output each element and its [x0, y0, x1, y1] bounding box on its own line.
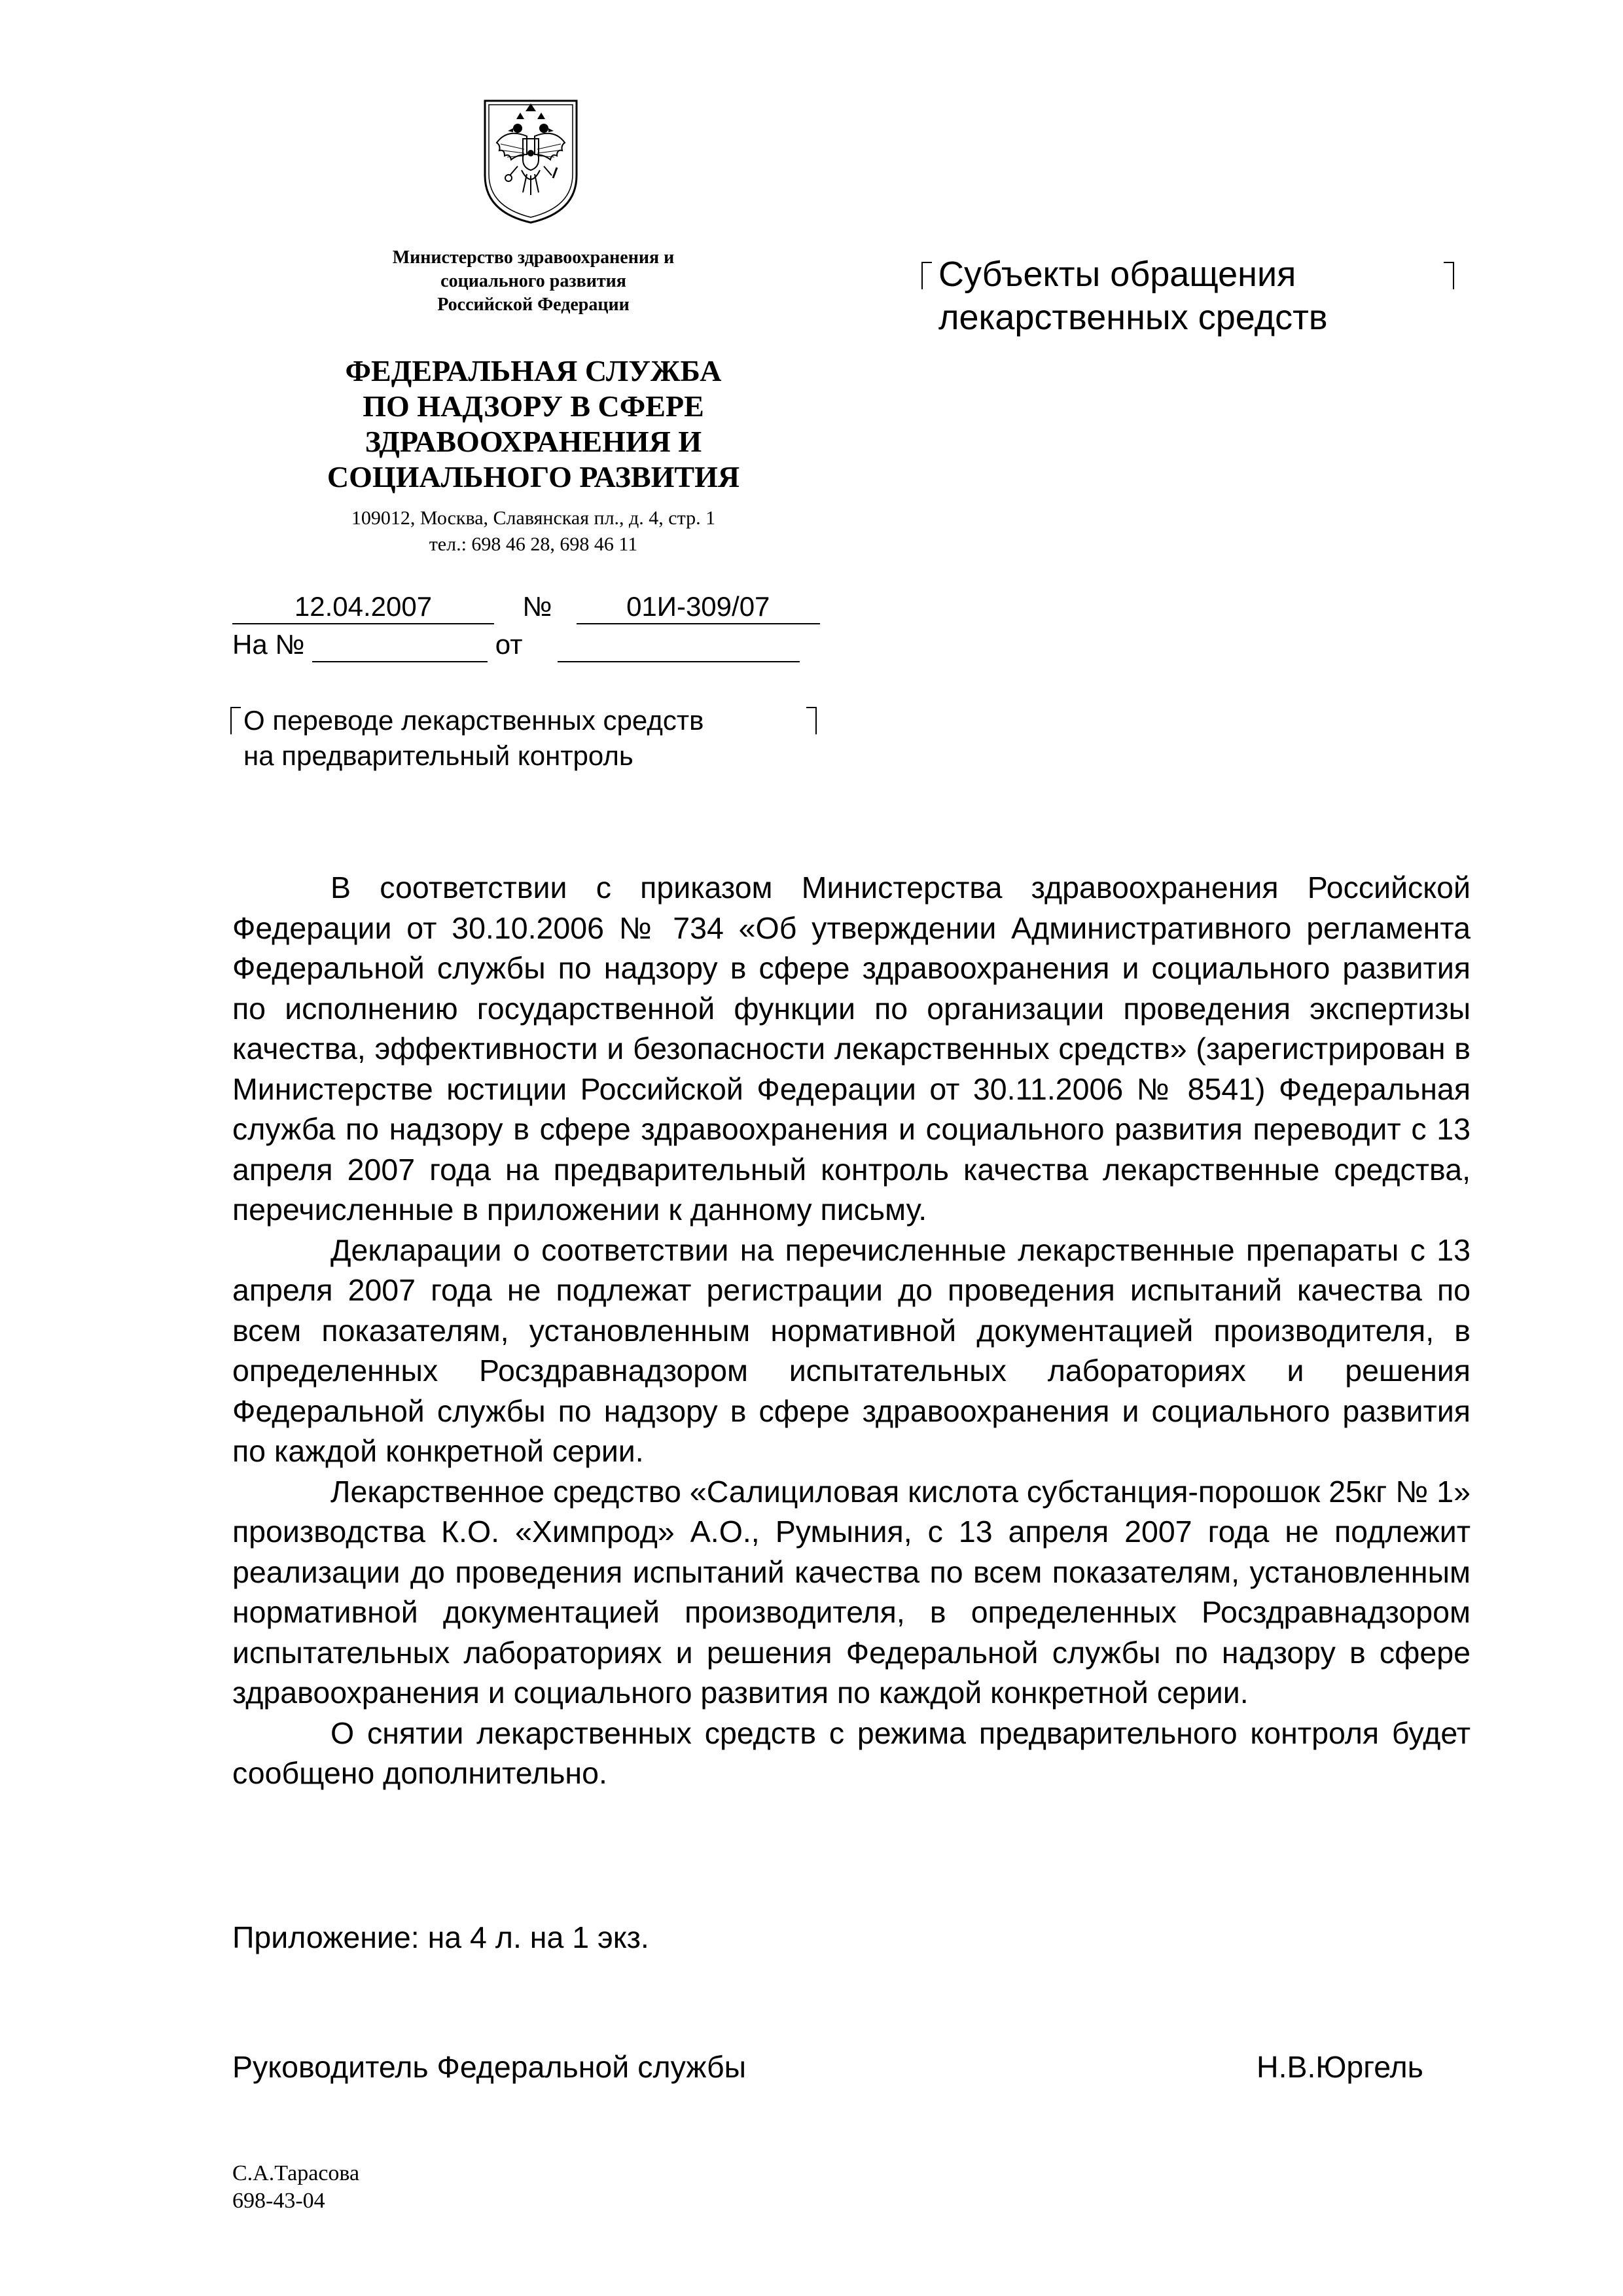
executor-phone: 698-43-04 [232, 2189, 325, 2213]
outgoing-reference [232, 590, 820, 624]
body-paragraph: Лекарственное средство «Салициловая кислота субстанция-порошок 25кг № 1» производства К.О. «Химпрод» А.О., Румыния, с 13 апреля 2007 года не подлежит реализации до проведения испытаний качества по всем показателям, установленным нормативной документацией производителя, в определенных Росздравнадзором испытательных лабораториях и решения Федеральной службы по надзору в сфере здравоохранения и социального развития по каждой конкретной серии. [232, 1474, 1471, 1710]
letter-subject: О переводе лекарственных средств на предварительный контроль [243, 705, 704, 771]
body-paragraph: В соответствии с приказом Министерства здравоохранения Российской Федерации от 30.10.2006 № 734 «Об утверждении Административного регламента Федеральной службы по надзору в сфере здравоохранения и социального развития по исполнению государственной функции по организации проведения экспертизы качества, эффективности и безопасности лекарственных средств» (зарегистрирован в Министерстве юстиции Российской Федерации от 30.11.2006 № 8541) Федеральная служба по надзору в сфере здравоохранения и социального развития переводит с 13 апреля 2007 года на предварительный контроль качества лекарственные средства, перечисленные в приложении к данному письму. [232, 870, 1471, 1227]
reply-to-label: На № [232, 629, 305, 660]
reply-reference [232, 628, 800, 662]
addressee: Субъекты обращения лекарственных средств [938, 255, 1328, 337]
document-number: 01И-309/07 [577, 590, 820, 624]
executor-info [232, 2160, 359, 2215]
executor-name: С.А.Тарасова [232, 2161, 360, 2185]
from-label: от [495, 629, 523, 660]
service-address: 109012, Москва, Славянская пл., д. 4, стр. 1 тел.: 698 46 28, 698 46 11 [351, 507, 716, 555]
subject-bracket-left [230, 707, 241, 734]
document-date: 12.04.2007 [232, 590, 494, 624]
russian-coat-of-arms-icon [481, 97, 580, 225]
ministry-name: Министерство здравоохранения и социального развития Российской Федерации [392, 247, 675, 315]
reply-to-number [312, 628, 488, 662]
body-paragraph: О снятии лекарственных средств с режима предварительного контроля будет сообщено дополнительно. [232, 1715, 1471, 1790]
signer-name: Н.В.Юргель [1257, 2050, 1423, 2084]
body-paragraph: Декларации о соответствии на перечисленные лекарственные препараты с 13 апреля 2007 года не подлежат регистрации до проведения испытаний качества по всем показателям, установленным нормативной документацией производителя, в определенных Росздравнадзором испытательных лабораториях и решения Федеральной службы по надзору в сфере здравоохранения и социального развития по каждой конкретной серии. [232, 1232, 1471, 1468]
attachment-note: Приложение: на 4 л. на 1 экз. [232, 1920, 649, 1954]
letter-body [232, 868, 1471, 1794]
service-name: ФЕДЕРАЛЬНАЯ СЛУЖБА ПО НАДЗОРУ В СФЕРЕ ЗДРАВООХРАНЕНИЯ И СОЦИАЛЬНОГО РАЗВИТИЯ [327, 354, 740, 493]
number-sign: № [522, 591, 552, 622]
addressee-bracket-left [921, 262, 932, 289]
reply-to-date [558, 628, 800, 662]
signer-title: Руководитель Федеральной службы [232, 2050, 747, 2084]
